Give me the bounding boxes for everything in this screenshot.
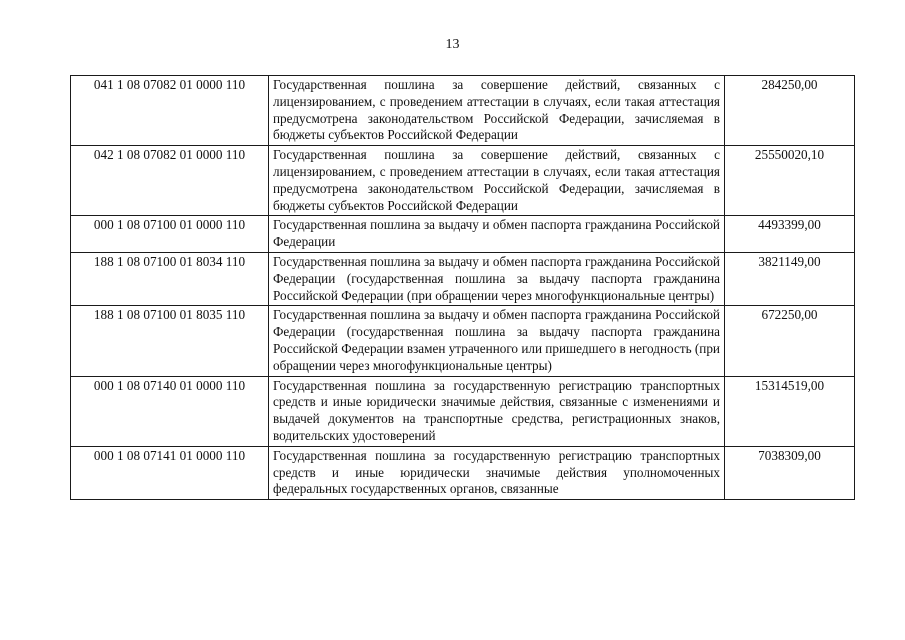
budget-classification-code: 000 1 08 07100 01 0000 110 <box>71 216 269 253</box>
revenue-name: Государственная пошлина за выдачу и обмен паспорта гражданина Российской Федерации (государственная пошлина за выдачу паспорта гражданина Российской Федерации (при обращении через многофункциональные центры) <box>269 252 725 305</box>
budget-classification-code: 041 1 08 07082 01 0000 110 <box>71 76 269 146</box>
budget-classification-code: 042 1 08 07082 01 0000 110 <box>71 146 269 216</box>
table-row <box>71 76 855 146</box>
revenue-amount: 672250,00 <box>725 306 855 376</box>
revenue-amount: 284250,00 <box>725 76 855 146</box>
table-row <box>71 216 855 253</box>
revenue-amount: 4493399,00 <box>725 216 855 253</box>
revenue-table-body <box>71 76 855 500</box>
revenue-name: Государственная пошлина за государственную регистрацию транспортных средств и иные юридически значимые действия уполномоченных федеральных государственных органов, связанные <box>269 446 725 499</box>
revenue-amount: 25550020,10 <box>725 146 855 216</box>
revenue-table <box>70 75 855 500</box>
revenue-name: Государственная пошлина за выдачу и обмен паспорта гражданина Российской Федерации <box>269 216 725 253</box>
table-row <box>71 252 855 305</box>
revenue-name: Государственная пошлина за выдачу и обмен паспорта гражданина Российской Федерации (государственная пошлина за выдачу паспорта гражданина Российской Федерации взамен утраченного или пришедшего в негодность (при обращении через многофункциональные центры) <box>269 306 725 376</box>
revenue-name: Государственная пошлина за совершение действий, связанных с лицензированием, с проведением аттестации в случаях, если такая аттестация предусмотрена законодательством Российской Федерации, зачисляемая в бюджеты субъектов Российской Федерации <box>269 146 725 216</box>
budget-classification-code: 000 1 08 07140 01 0000 110 <box>71 376 269 446</box>
table-row <box>71 146 855 216</box>
page-number: 13 <box>445 37 460 52</box>
revenue-amount: 3821149,00 <box>725 252 855 305</box>
budget-classification-code: 188 1 08 07100 01 8035 110 <box>71 306 269 376</box>
revenue-name: Государственная пошлина за государственную регистрацию транспортных средств и иные юридически значимые действия, связанные с изменениями и выдачей документов на транспортные средства, регистрационных знаков, водительских удостоверений <box>269 376 725 446</box>
table-row <box>71 306 855 376</box>
revenue-amount: 7038309,00 <box>725 446 855 499</box>
revenue-name: Государственная пошлина за совершение действий, связанных с лицензированием, с проведением аттестации в случаях, если такая аттестация предусмотрена законодательством Российской Федерации, зачисляемая в бюджеты субъектов Российской Федерации <box>269 76 725 146</box>
table-row <box>71 446 855 499</box>
table-row <box>71 376 855 446</box>
budget-classification-code: 000 1 08 07141 01 0000 110 <box>71 446 269 499</box>
revenue-amount: 15314519,00 <box>725 376 855 446</box>
budget-classification-code: 188 1 08 07100 01 8034 110 <box>71 252 269 305</box>
